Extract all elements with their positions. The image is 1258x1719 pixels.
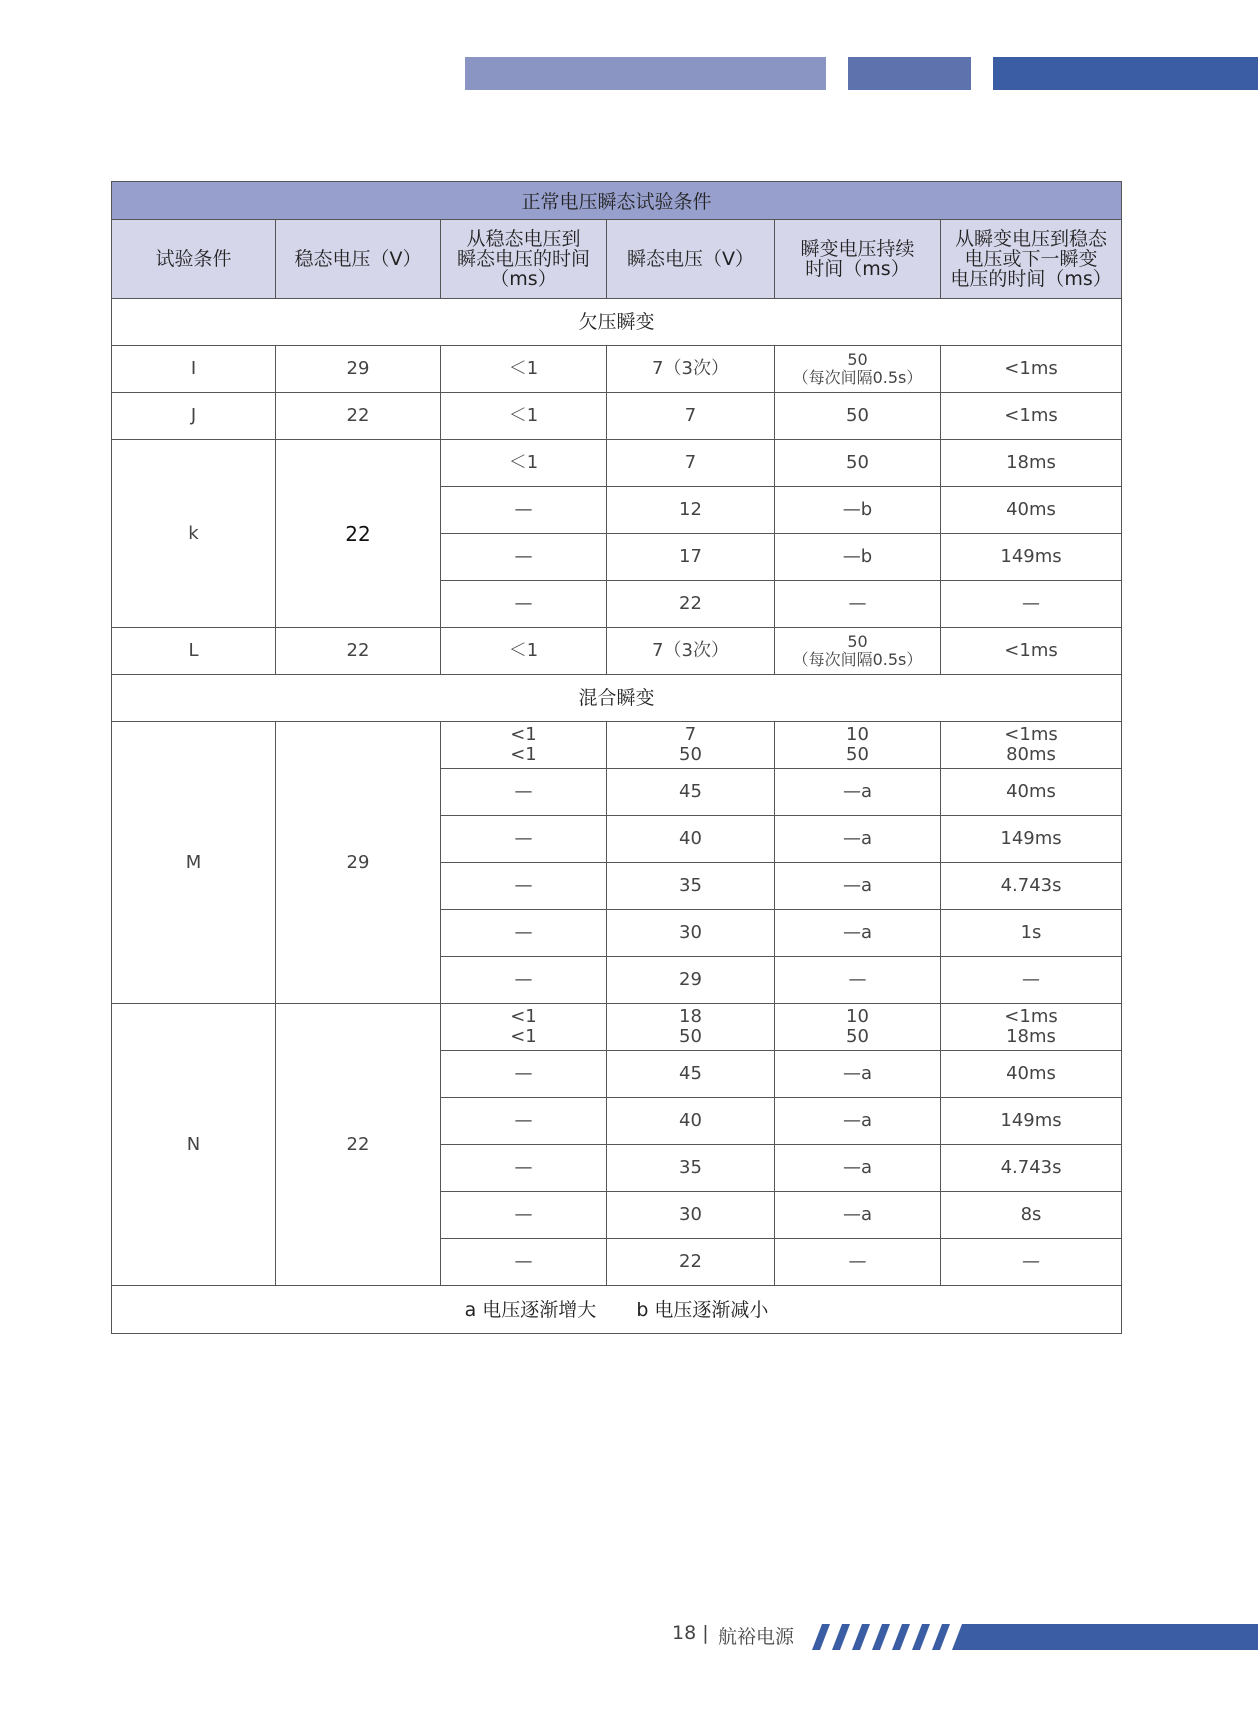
table-row: — 17 —b 149ms [112,534,1122,581]
table-row: — 30 —a 1s [112,910,1122,957]
table-row: N 22 <1 <1 18 50 10 50 <1ms 18ms [112,1004,1122,1051]
footer-stripes-decoration [800,1624,1258,1650]
table-title: 正常电压瞬态试验条件 [112,182,1122,220]
header-test-condition: 试验条件 [112,220,276,299]
footnote-a: a 电压逐渐增大 [464,1298,597,1321]
header-bar-light [465,57,826,90]
table-row: k 22 ＜1 7 50 18ms [112,440,1122,487]
table-row: — 45 —a 40ms [112,769,1122,816]
section-undervoltage: 欠压瞬变 [112,299,1122,346]
table-row: — 22 — — [112,581,1122,628]
table-footnote [112,1286,1122,1334]
header-transient-voltage: 瞬态电压（V） [607,220,775,299]
section-mixed: 混合瞬变 [112,675,1122,722]
header-steady-voltage: 稳态电压（V） [276,220,441,299]
table-row: — 35 —a 4.743s [112,1145,1122,1192]
table-row: J 22 ＜1 7 50 <1ms [112,393,1122,440]
table-header-row [112,220,1122,299]
table-row: M 29 <1 <1 7 50 10 50 <1ms 80ms [112,722,1122,769]
header-time-to-transient: 从稳态电压到 瞬态电压的时间 （ms） [441,220,607,299]
table-row: — 40 —a 149ms [112,816,1122,863]
footnote-b: b 电压逐渐减小 [636,1298,769,1321]
table-row: — 30 —a 8s [112,1192,1122,1239]
table-row: L 22 ＜1 7（3次） 50 （每次间隔0.5s） <1ms [112,628,1122,675]
header-bar-mid [848,57,971,90]
header-time-to-steady: 从瞬变电压到稳态 电压或下一瞬变 电压的时间（ms） [941,220,1122,299]
table-row: — 40 —a 149ms [112,1098,1122,1145]
table-row: — 45 —a 40ms [112,1051,1122,1098]
table-row: — 29 — — [112,957,1122,1004]
brand-name: 航裕电源 [718,1626,795,1648]
page-number: 18 | [672,1622,709,1644]
header-bar-dark [993,57,1258,90]
table-row: I 29 ＜1 7（3次） 50 （每次间隔0.5s） <1ms [112,346,1122,393]
table-row: — 12 —b 40ms [112,487,1122,534]
header-transient-duration: 瞬变电压持续 时间（ms） [775,220,941,299]
table-row: — 22 — — [112,1239,1122,1286]
transient-test-table [111,181,1122,1334]
table-row: — 35 —a 4.743s [112,863,1122,910]
